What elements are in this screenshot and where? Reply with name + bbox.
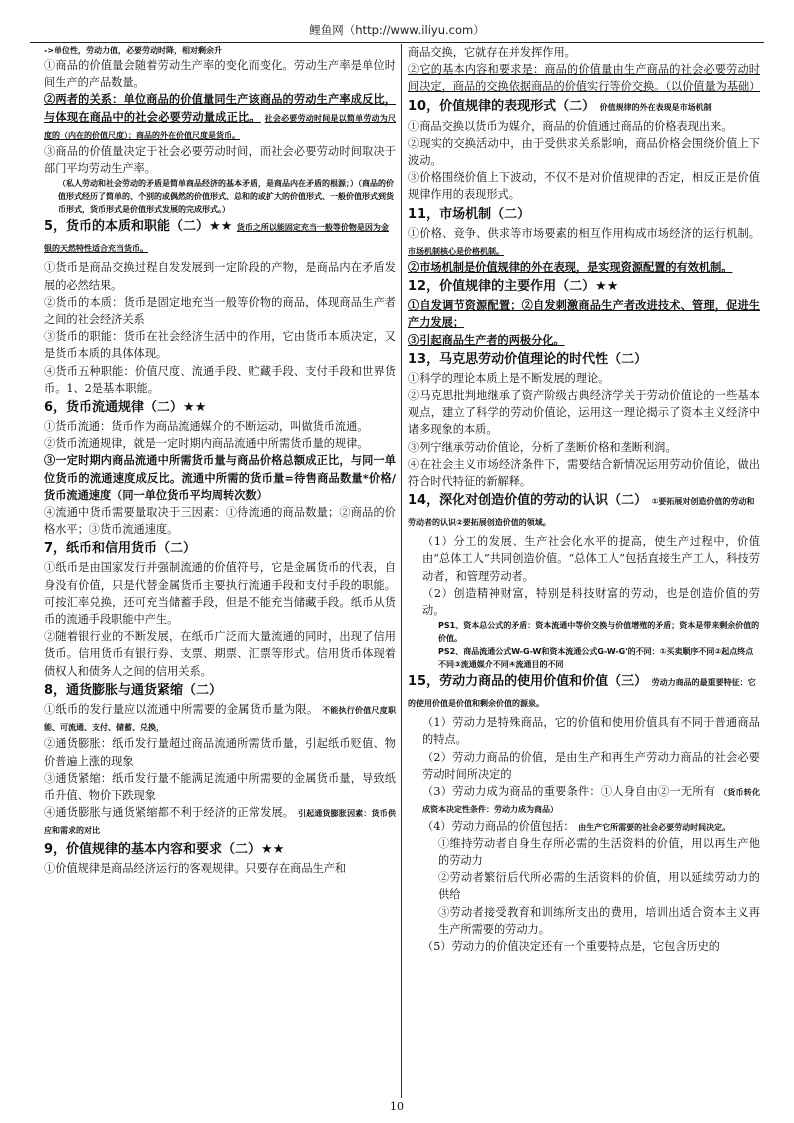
paragraph: ④流通中货币需要量取决于三因素：①待流通的商品数量；②商品的价格水平；③货币流通速度。	[44, 506, 396, 537]
section-heading-title: 15，劳动力商品的使用价值和价值（三）	[408, 674, 648, 690]
page-header: 鲤鱼网（http://www.iliyu.com）	[309, 23, 485, 37]
section-heading: 12，价值规律的主要作用（二）★★	[408, 279, 619, 295]
paragraph: ②货币流通规律，就是一定时期内商品流通中所需货币量的规律。	[44, 437, 369, 451]
paragraph: ②随着银行业的不断发展，在纸币广泛而大量流通的同时，出现了信用货币。信用货币有银行券、支票、期票、汇票等形式。信用货币体现着债权人和债务人之间的信用关系。	[44, 630, 396, 678]
paragraph: ③列宁继承劳动价值论，分析了垄断价格和垄断利润。	[408, 440, 677, 454]
section-heading: 8，通货膨胀与通货紧缩（二）	[44, 682, 223, 698]
paragraph-text: ①纸币的发行量应以流通中所需要的金属货币量为限。	[44, 702, 319, 716]
section-heading-title: 10，价值规律的表现形式（二）	[408, 98, 596, 114]
paragraph: ②劳动者繁衍后代所必需的生活资料的价值，用以延续劳动力的供给	[438, 871, 760, 902]
note-text: 市场机制核心是价格机制。	[408, 246, 504, 256]
note-text: ->单位性，劳动力值，必要劳动时降，相对剩余升	[44, 46, 223, 55]
heading-note: 货币之所以能固定充当一般等价物是因为金银的天然特性适合充当货币。	[44, 223, 389, 254]
right-column	[408, 44, 760, 1104]
column-divider	[401, 44, 402, 1098]
page-number: 10	[390, 1100, 404, 1113]
paragraph: ③货币的职能：货币在社会经济生活中的作用，它由货币本质决定，又是货币本质的具体体现。	[44, 330, 396, 361]
paragraph: ②市场机制是价值规律的外在表现，是实现资源配置的有效机制。	[408, 260, 733, 275]
section-heading	[44, 217, 396, 259]
paragraph: ①商品的价值量会随着劳动生产率的变化而变化。劳动生产率是单位时间生产的产品数量。	[44, 59, 396, 90]
emphasis-text: ②两者的关系：单位商品的价值量同生产该商品的劳动生产率成反比，与体现在商品中的社会必要劳动量成正比。	[44, 92, 396, 124]
paragraph	[408, 783, 760, 817]
section-heading	[408, 672, 760, 714]
note-text: 由生产它所需要的社会必要劳动时间决定。	[578, 822, 731, 832]
paragraph	[44, 804, 396, 838]
left-column	[44, 44, 396, 1104]
paragraph: ①价值规律是商品经济运行的客观规律。只要存在商品生产和	[44, 861, 347, 875]
paragraph: ①货币是商品交换过程自发发展到一定阶段的产物，是商品内在矛盾发展的必然结果。	[44, 261, 396, 292]
paragraph: ①商品交换以货币为媒介，商品的价值通过商品的价格表现出来。	[408, 119, 733, 133]
note-text: 不能执行价值尺度职能、可流通、支付、储蓄、兑换，	[44, 705, 396, 733]
paragraph: ①纸币是由国家发行并强制流通的价值符号，它是金属货币的代表，自身没有价值，只是代替金属货币主要执行流通手段和支付手段的职能。可按汇率兑换，还可充当储蓄手段，但是不能充当储藏手段。纸币从货币的流通手段职能中产生。	[44, 561, 396, 627]
paragraph: ④在社会主义市场经济条件下，需要结合新情况运用劳动价值论，做出符合时代特征的新解释。	[408, 457, 760, 489]
paragraph: ②现实的交换活动中，由于受供求关系影响，商品价格会围绕价值上下波动。	[408, 136, 760, 168]
heading-note: ①要拓展对创造价值的劳动和劳动者的认识②要拓展创造价值的领域。	[408, 497, 755, 528]
section-heading: 13，马克思劳动价值理论的时代性（二）	[408, 351, 648, 367]
heading-note: 劳动力商品的最重要特征：它的使用价值是价值和剩余价值的源泉。	[408, 678, 756, 709]
paragraph: ③劳动者接受教育和训练所支出的费用，培训出适合资本主义再生产所需要的劳动力。	[438, 905, 760, 936]
note-text: （货币转化成资本决定性条件：劳动力成为商品）	[422, 788, 760, 815]
paragraph-text: （3）劳动力成为商品的重要条件：①人身自由②一无所有	[422, 785, 716, 799]
section-heading: 7，纸币和信用货币（二）	[44, 541, 197, 557]
section-heading: 11，市场机制（二）	[408, 206, 531, 222]
section-heading	[408, 97, 760, 118]
paragraph: ③通货紧缩：纸币发行量不能满足流通中所需要的金属货币量，导致纸币升值、物价下跌现象	[44, 771, 396, 802]
note-text: （私人劳动和社会劳动的矛盾是简单商品经济的基本矛盾，是商品内在矛盾的根源；）（商品的价值形式经历了简单的、个别的或偶然的价值形式、总和的或扩大的价值形式、一般价值形式到货币形式，货币形式是价值形式发展的完成形式。）	[58, 179, 394, 215]
header-rule	[30, 42, 764, 43]
paragraph-text: （4）劳动力商品的价值包括：	[422, 819, 575, 833]
paragraph: ①货币流通：货币作为商品流通媒介的不断运动，叫做货币流通。	[44, 420, 369, 434]
paragraph	[408, 818, 760, 835]
paragraph-text: ④通货膨胀与通货紧缩都不利于经济的正常发展。	[44, 806, 295, 820]
section-heading-title: 14，深化对创造价值的劳动的认识（二）	[408, 493, 648, 509]
paragraph: ③价格围绕价值上下波动，不仅不是对价值规律的否定，相反正是价值规律作用的表现形式。	[408, 171, 760, 202]
paragraph: ①维持劳动者自身生存所必需的生活资料的价值，用以再生产他的劳动力	[438, 836, 760, 867]
paragraph: ①自发调节资源配置；②自发刺激商品生产者改进技术、管理，促进生产力发展；	[408, 298, 760, 330]
note-text: 引起通货膨胀因素：货币供应和需求的对比	[44, 809, 396, 836]
paragraph: （2）创造精神财富，特别是科技财富的劳动，也是创造价值的劳动。	[422, 586, 760, 618]
note-text: PS2、商品流通公式W-G-W和资本流通公式G-W-G'的不同：①买卖顺序不同②起点终点不同③流通媒介不同④流通目的不同	[438, 647, 754, 670]
note-text: 社会必要劳动时间是以简单劳动为尺度的（内在的价值尺度）；商品的外在价值尺度是货币。	[44, 113, 396, 140]
paragraph: ①科学的理论本质上是不断发展的理论。	[408, 371, 610, 385]
paragraph: （2）劳动力商品的价值，是由生产和再生产劳动力商品的社会必要劳动时间所决定的	[422, 750, 760, 781]
paragraph: 商品交换，它就存在并发挥作用。	[408, 46, 576, 59]
section-heading	[408, 491, 760, 533]
paragraph	[44, 91, 396, 143]
paragraph: ④货币五种职能：价值尺度、流通手段、贮藏手段、支付手段和世界货币。1、2是基本职能。	[44, 364, 396, 395]
paragraph: ③商品的价值量决定于社会必要劳动时间，而社会必要劳动时间取决于部门平均劳动生产率。	[44, 145, 396, 176]
section-heading: 9，价值规律的基本内容和要求（二）★★	[44, 841, 285, 857]
heading-note: 价值规律的外在表现是市场机制	[599, 102, 712, 112]
section-heading-title: 5，货币的本质和职能（二）★★	[44, 219, 233, 235]
paragraph: （1）分工的发展、生产社会化水平的提高，使生产过程中，价值由“总体工人”共同创造价值。“总体工人”包括直接生产工人，科技劳动者，和管理劳动者。	[422, 535, 760, 583]
paragraph: ②马克思批判地继承了资产阶级古典经济学关于劳动价值论的一些基本观点，建立了科学的劳动价值论，运用这一理论揭示了资本主义经济中诸多现象的本质。	[408, 389, 760, 437]
paragraph	[408, 225, 760, 259]
paragraph: ②货币的本质：货币是固定地充当一般等价物的商品，体现商品生产者之间的社会经济关系	[44, 295, 396, 327]
paragraph: （5）劳动力的价值决定还有一个重要特点是，它包含历史的	[422, 939, 720, 953]
paragraph: ③一定时期内商品流通中所需货币量与商品价格总额成正比，与同一单位货币的流通速度成反比。流通中所需的货币量=待售商品数量*价格/货币流通速度（同一单位货币平均周转次数）	[44, 453, 396, 502]
section-heading: 6，货币流通规律（二）★★	[44, 400, 207, 416]
paragraph	[44, 701, 396, 735]
paragraph: ③引起商品生产者的两极分化。	[408, 332, 565, 347]
paragraph-text: ①价格、竞争、供求等市场要素的相互作用构成市场经济的运行机制。	[408, 226, 760, 240]
paragraph: ②它的基本内容和要求是：商品的价值量由生产商品的社会必要劳动时间决定，商品的交换依据商品的价值实行等价交换。（以价值量为基础）	[408, 63, 760, 94]
note-text: PS1、资本总公式的矛盾：资本流通中等价交换与价值增殖的矛盾；资本是带来剩余价值的价值。	[438, 621, 760, 644]
paragraph: ②通货膨胀：纸币发行量超过商品流通所需货币量，引起纸币贬值、物价普遍上涨的现象	[44, 737, 396, 768]
paragraph: （1）劳动力是特殊商品，它的价值和使用价值具有不同于普通商品的特点。	[422, 716, 760, 747]
